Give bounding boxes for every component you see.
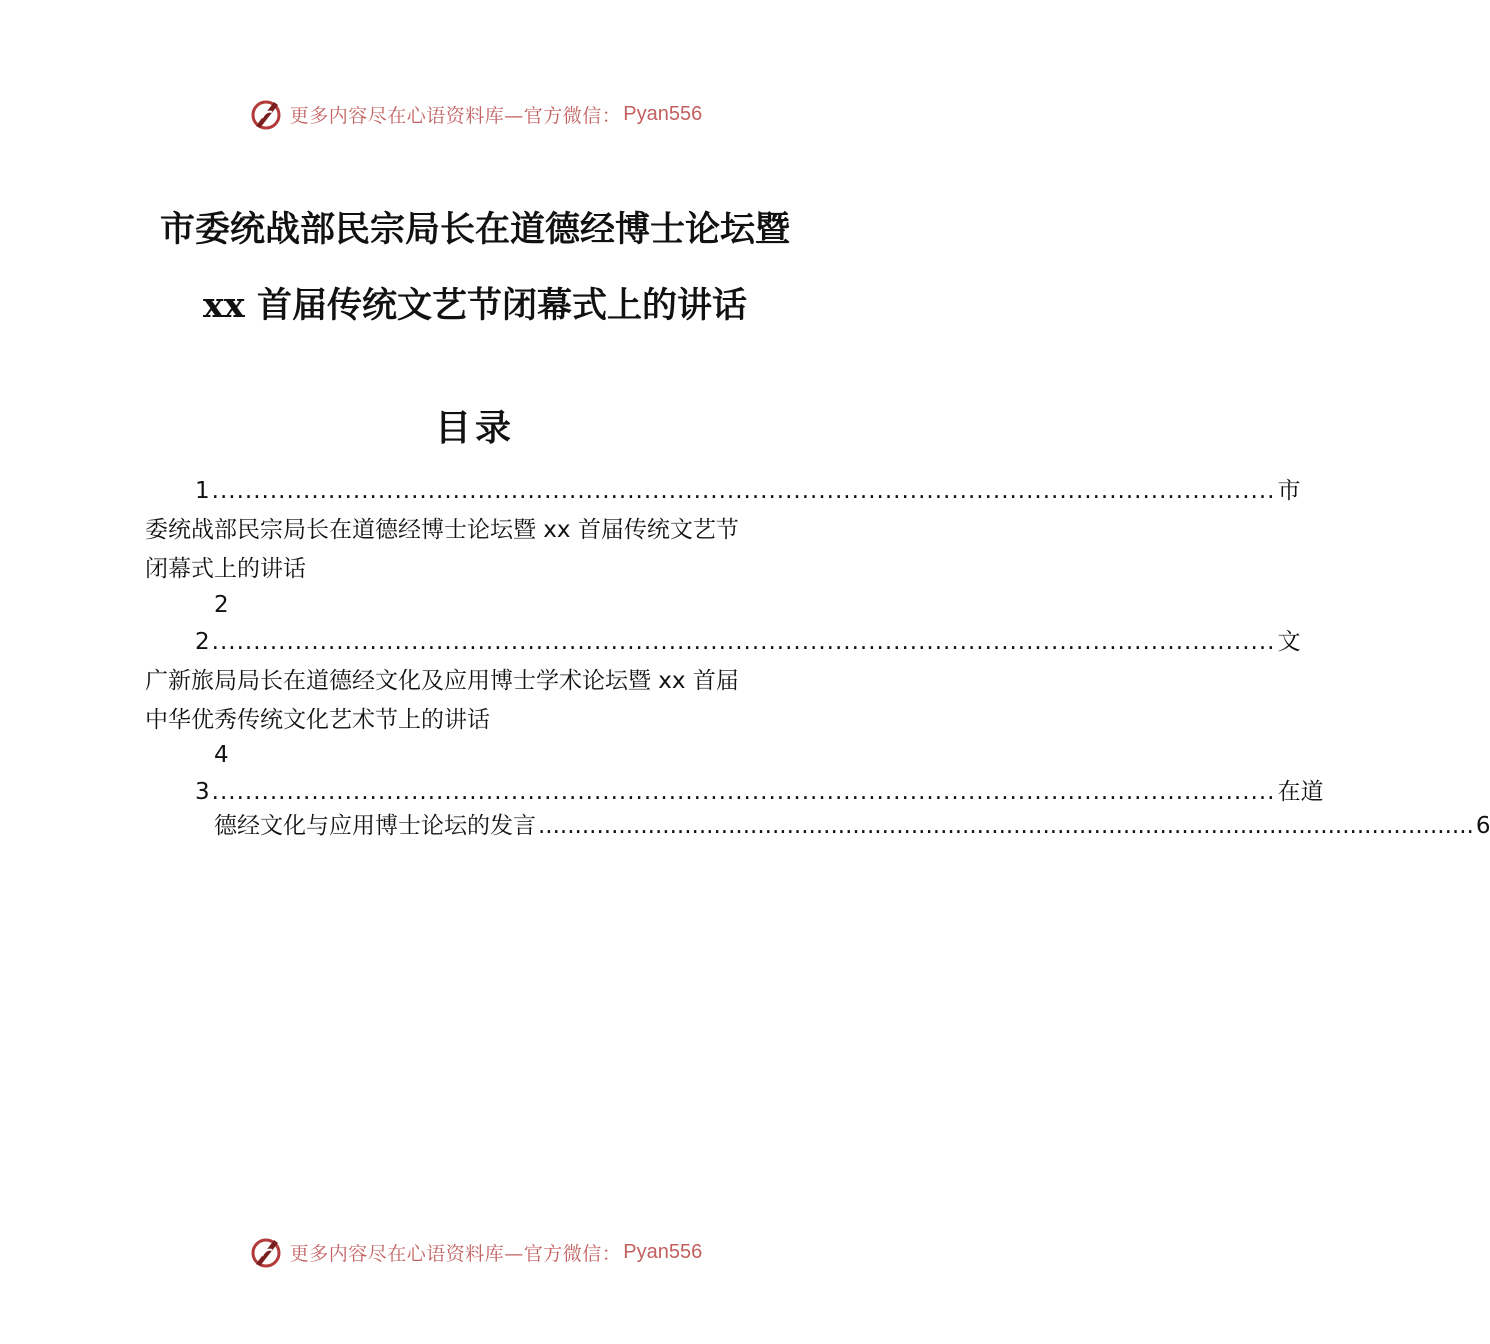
watermark-wechat-id: Pyan556 [623,1240,703,1263]
toc-leader-dots: ................................................................................................................................ [538,813,1474,839]
document-title-line-1: 市委统战部民宗局长在道德经博士论坛暨 [159,209,790,250]
toc-entry-3-subline[interactable] [214,811,1490,841]
watermark-text: 更多内容尽在心语资料库—官方微信： [289,1242,622,1265]
toc-leader-dots: ................................................................................................................................ [211,478,1276,504]
toc-entry-3[interactable] [195,777,1324,807]
toc-entry-lead-text: 市 [1277,478,1301,504]
toc-entry-page-number: 4 [214,742,229,768]
toc-entry-2[interactable] [195,627,1301,657]
toc-entry-lead-text: 文 [1277,629,1301,655]
watermark-banner-bottom [0,1232,950,1272]
watermark-text: 更多内容尽在心语资料库—官方微信： [289,104,622,127]
toc-entry-lead-text: 在道 [1277,779,1324,805]
toc-leader-dots: ................................................................................................................................ [211,629,1276,655]
toc-entry-number: 3 [195,779,210,805]
watermark-banner-top [0,94,950,134]
pen-circle-logo-icon [248,1234,284,1270]
toc-entry-text-line: 中华优秀传统文化艺术节上的讲话 [145,707,490,733]
toc-entry-text-line: 德经文化与应用博士论坛的发言 [214,813,536,839]
toc-entry-number: 2 [195,629,210,655]
pen-circle-logo-icon [248,96,284,132]
watermark-wechat-id: Pyan556 [623,102,703,125]
toc-entry-page-number: 6 [1475,813,1490,839]
toc-entry-number: 1 [195,478,210,504]
toc-heading: 目录 [434,407,515,449]
toc-leader-dots: ................................................................................................................................ [211,779,1276,805]
toc-entry-text-line: 广新旅局局长在道德经文化及应用博士学术论坛暨 xx 首届 [145,668,739,694]
toc-entry-text-line: 闭幕式上的讲话 [145,556,306,582]
toc-entry-1[interactable] [195,476,1301,506]
document-title-line-2: xx 首届传统文艺节闭幕式上的讲话 [203,285,747,326]
toc-entry-text-line: 委统战部民宗局长在道德经博士论坛暨 xx 首届传统文艺节 [145,517,739,543]
toc-entry-page-number: 2 [214,592,229,618]
